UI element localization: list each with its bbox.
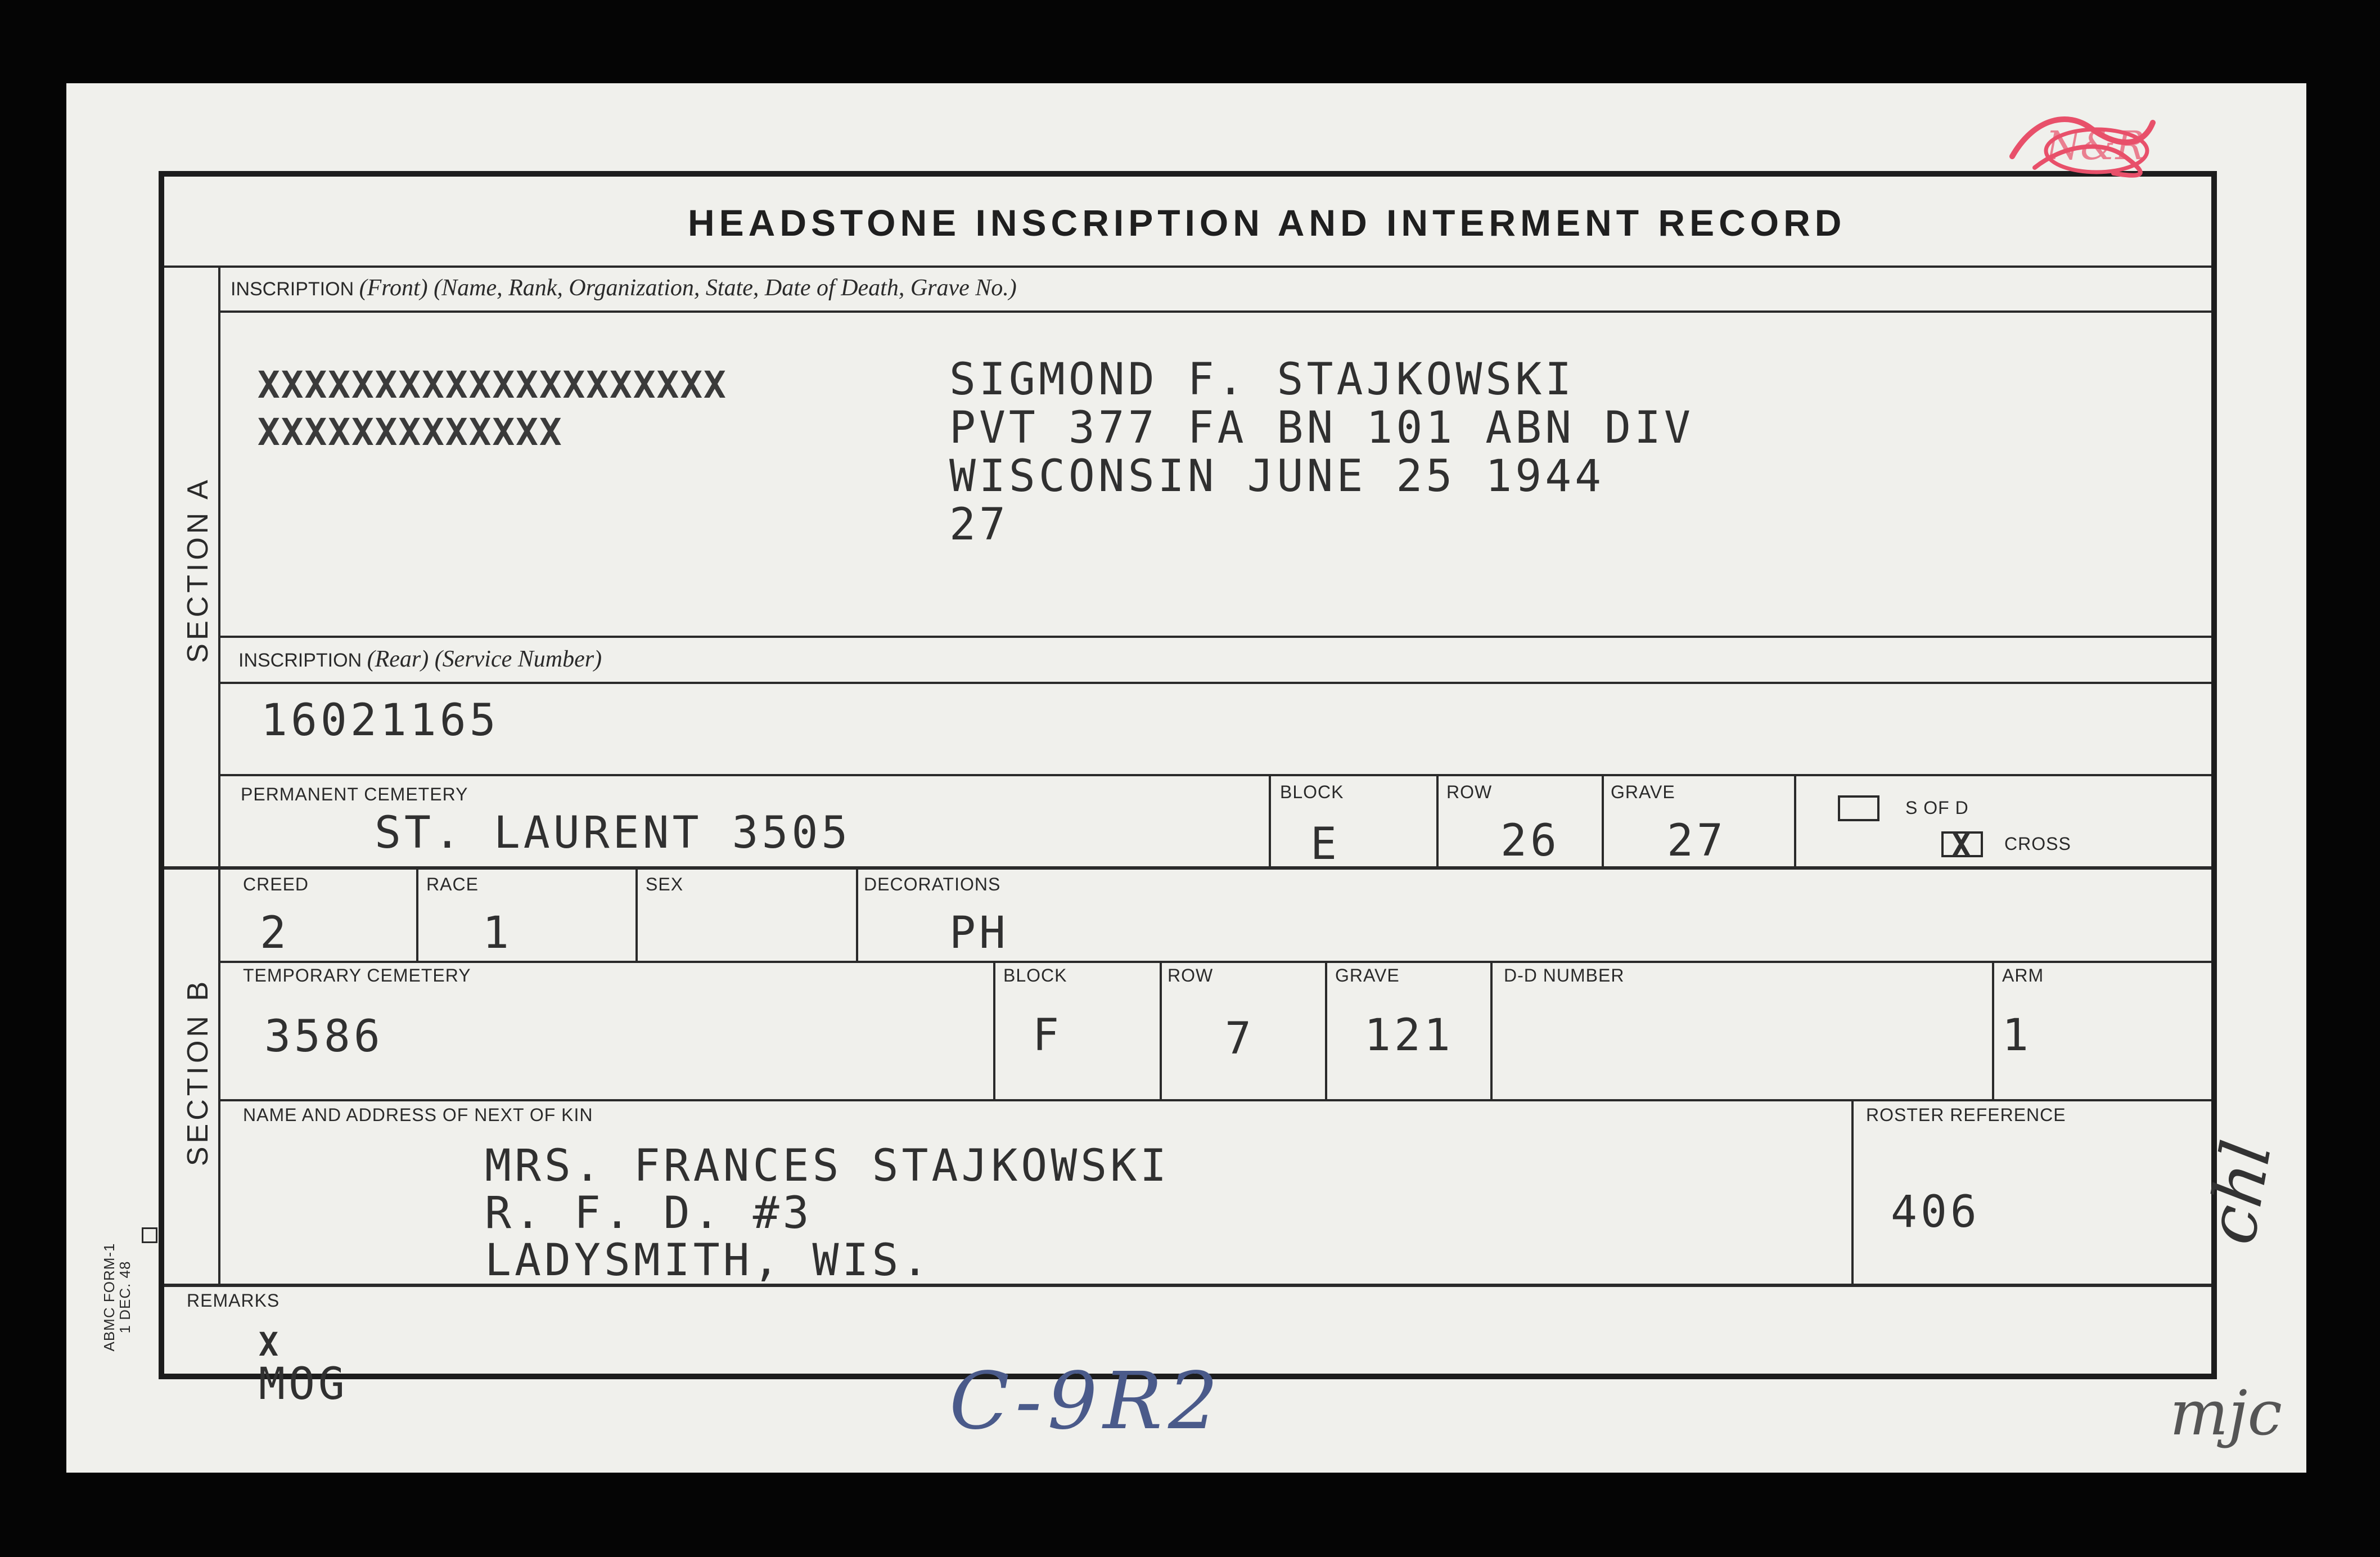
form-number — [101, 1235, 133, 1359]
sex-label: SEX — [646, 874, 684, 894]
form-number-text: ABMC FORM-1 — [101, 1243, 118, 1352]
arm-value: 1 — [2002, 1010, 2032, 1061]
divider-temp-dd — [1490, 961, 1493, 1100]
handwritten-bottom-center: C-9R2 — [949, 1356, 1224, 1447]
creed-value: 2 — [260, 908, 290, 958]
temp-block-value: F — [1033, 1010, 1062, 1061]
inscription-line-2: PVT 377 FA BN 101 ABN DIV — [949, 403, 1694, 453]
permanent-row-value: 26 — [1500, 816, 1560, 866]
inscription-rear-label-detail: (Rear) (Service Number) — [367, 646, 602, 672]
rule-title-bottom — [164, 266, 2211, 268]
divider-perm-cross — [1794, 774, 1796, 867]
decorations-label: DECORATIONS — [864, 874, 1001, 894]
temp-cemetery-label: TEMPORARY CEMETERY — [243, 965, 471, 986]
permanent-cemetery-value: ST. LAURENT 3505 — [375, 808, 851, 858]
temp-grave-label: GRAVE — [1335, 965, 1400, 986]
race-label: RACE — [426, 874, 479, 894]
divider-sex-decor — [856, 868, 858, 962]
dd-number-label: D-D NUMBER — [1504, 965, 1625, 986]
divider-perm-grave — [1602, 774, 1604, 867]
cross-label: CROSS — [2004, 834, 2071, 854]
creed-label: CREED — [243, 874, 309, 894]
rule-section-a-bottom — [164, 866, 2211, 870]
record-card — [66, 83, 2306, 1473]
struck-line-1: XXXXXXXXXXXXXXXXXXXX — [258, 363, 727, 407]
s-of-d-label: S OF D — [1905, 798, 1969, 818]
remarks-mark: X — [259, 1325, 282, 1364]
handwritten-red-mark — [2001, 106, 2164, 184]
temp-cemetery-value: 3586 — [264, 1011, 384, 1062]
divider-creed-race — [416, 868, 418, 962]
section-a-label: SECTION A — [182, 476, 214, 663]
rule-section-b-bottom — [164, 1284, 2211, 1287]
temp-row-value: 7 — [1225, 1014, 1255, 1064]
rule-temp-bottom — [219, 1099, 2211, 1101]
inscription-line-1: SIGMOND F. STAJKOWSKI — [949, 354, 1575, 405]
remarks-label: REMARKS — [187, 1290, 280, 1311]
rule-inscription-label — [219, 310, 2211, 313]
arm-label: ARM — [2002, 965, 2044, 986]
roster-reference-value: 406 — [1891, 1187, 1980, 1238]
rule-inscription-front-bottom — [219, 636, 2211, 638]
temp-grave-value: 121 — [1364, 1010, 1454, 1061]
inscription-line-4: 27 — [949, 500, 1009, 550]
divider-temp-arm — [1992, 961, 1994, 1100]
cross-mark: X — [1951, 826, 1971, 864]
next-of-kin-label: NAME AND ADDRESS OF NEXT OF KIN — [243, 1105, 593, 1125]
divider-race-sex — [635, 868, 638, 962]
section-b-label: SECTION B — [182, 978, 214, 1167]
race-value: 1 — [483, 908, 512, 958]
red-handwritten-text: N&R — [2046, 123, 2145, 169]
kin-line-3: LADYSMITH, WIS. — [485, 1235, 932, 1286]
divider-kin-roster — [1851, 1099, 1854, 1285]
kin-line-1: MRS. FRANCES STAJKOWSKI — [485, 1141, 1170, 1191]
inscription-front-label — [231, 274, 1017, 302]
rule-inscription-rear-label — [219, 682, 2211, 684]
inscription-line-3: WISCONSIN JUNE 25 1944 — [949, 451, 1605, 502]
s-of-d-checkbox[interactable] — [1838, 795, 1879, 821]
form-checkbox[interactable] — [142, 1227, 157, 1243]
inscription-rear-label — [238, 646, 602, 673]
rule-rear-bottom — [219, 774, 2211, 776]
inscription-front-label-text: INSCRIPTION — [231, 278, 354, 300]
roster-reference-label: ROSTER REFERENCE — [1866, 1105, 2066, 1125]
permanent-block-value: E — [1310, 819, 1340, 870]
section-column-divider — [218, 267, 220, 1285]
service-number: 16021165 — [261, 695, 499, 746]
temp-block-label: BLOCK — [1003, 965, 1067, 986]
remarks-value: MOG — [259, 1359, 348, 1410]
permanent-grave-value: 27 — [1667, 816, 1727, 866]
divider-temp-block — [993, 961, 995, 1100]
divider-perm-block — [1269, 774, 1271, 867]
struck-line-2: XXXXXXXXXXXXX — [258, 411, 563, 454]
cross-checkbox[interactable] — [1941, 826, 1983, 864]
handwritten-bottom-right: mjc — [2170, 1377, 2283, 1449]
form-date: 1 DEC. 48 — [116, 1261, 133, 1334]
permanent-block-label: BLOCK — [1280, 782, 1344, 802]
permanent-row-label: ROW — [1446, 782, 1493, 802]
temp-row-label: ROW — [1168, 965, 1214, 986]
rule-creed-bottom — [219, 961, 2211, 963]
inscription-rear-label-text: INSCRIPTION — [238, 650, 362, 671]
handwritten-right-side: chl — [2192, 1135, 2287, 1250]
divider-temp-row — [1160, 961, 1162, 1100]
divider-temp-grave — [1325, 961, 1327, 1100]
inscription-front-label-detail: (Front) (Name, Rank, Organization, State, Date of Death, Grave No.) — [359, 275, 1017, 301]
divider-perm-row — [1436, 774, 1439, 867]
kin-line-2: R. F. D. #3 — [485, 1188, 813, 1239]
permanent-cemetery-label: PERMANENT CEMETERY — [241, 784, 468, 804]
permanent-grave-label: GRAVE — [1611, 782, 1675, 802]
decorations-value: PH — [949, 908, 1009, 958]
form-title: HEADSTONE INSCRIPTION AND INTERMENT RECORD — [688, 202, 1846, 244]
